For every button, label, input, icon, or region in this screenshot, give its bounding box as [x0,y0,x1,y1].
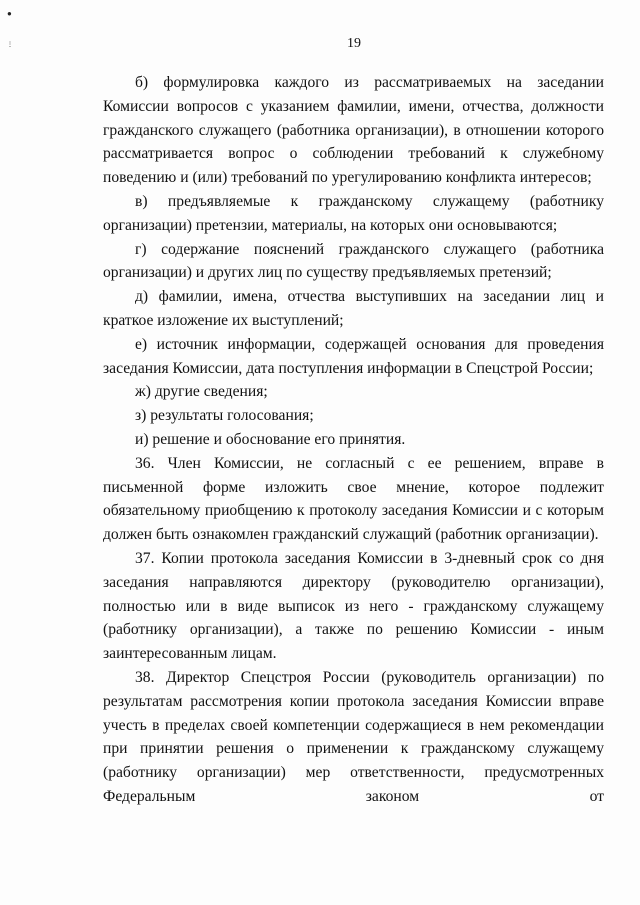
paragraph-zh: ж) другие сведения; [135,383,268,401]
document-body [103,71,604,809]
paragraph-37: 37. Копии протокола заседания Комиссии в 3-дневный срок со дня заседания направляются директору (руководителю организации), полностью или в виде выписок из него - гражданскому служащему (работнику организации), а также по решению Комиссии - иным заинтересованным лицам. [103,549,604,663]
scan-mark-dot: ● [7,9,12,18]
paragraph-z: з) результаты голосования; [135,407,314,425]
paragraph-36: 36. Член Комиссии, не согласный с ее решением, вправе в письменной форме изложить свое мнение, которое подлежит обязательному приобщению к протоколу заседания Комиссии и с которым должен быть ознакомлен гражданский служащий (работник организации). [103,454,604,544]
paragraph-i: и) решение и обоснование его принятия. [135,430,406,448]
scan-mark-dot: ⋮ [7,42,13,48]
paragraph-38: 38. Директор Спецстроя России (руководитель организации) по результатам рассмотрения копии протокола заседания Комиссии вправе учесть в пределах своей компетенции содержащиеся в нем рекомендации при принятии решения о применении к гражданскому служащему (работнику организации) мер ответственности, предусмотренных Федеральным законом от [103,668,604,805]
paragraph-g: г) содержание пояснений гражданского служащего (работника организации) и других лиц по существу предъявляемых претензий; [103,240,604,282]
page-number: 19 [347,36,361,51]
paragraph-e: е) источник информации, содержащей основания для проведения заседания Комиссии, дата поступления информации в Спецстрой России; [103,335,604,377]
paragraph-b: б) формулировка каждого из рассматриваемых на заседании Комиссии вопросов с указанием фамилии, имени, отчества, должности гражданского служащего (работника организации), в отношении которого рассматривается вопрос о соблюдении требований к служебному поведению и (или) требований по урегулированию конфликта интересов; [103,74,604,187]
paragraph-d: д) фамилии, имена, отчества выступивших на заседании лиц и краткое изложение их выступлений; [103,288,604,329]
paragraph-v: в) предъявляемые к гражданскому служащему (работнику организации) претензии, материалы, на которых они основываются; [103,192,604,234]
